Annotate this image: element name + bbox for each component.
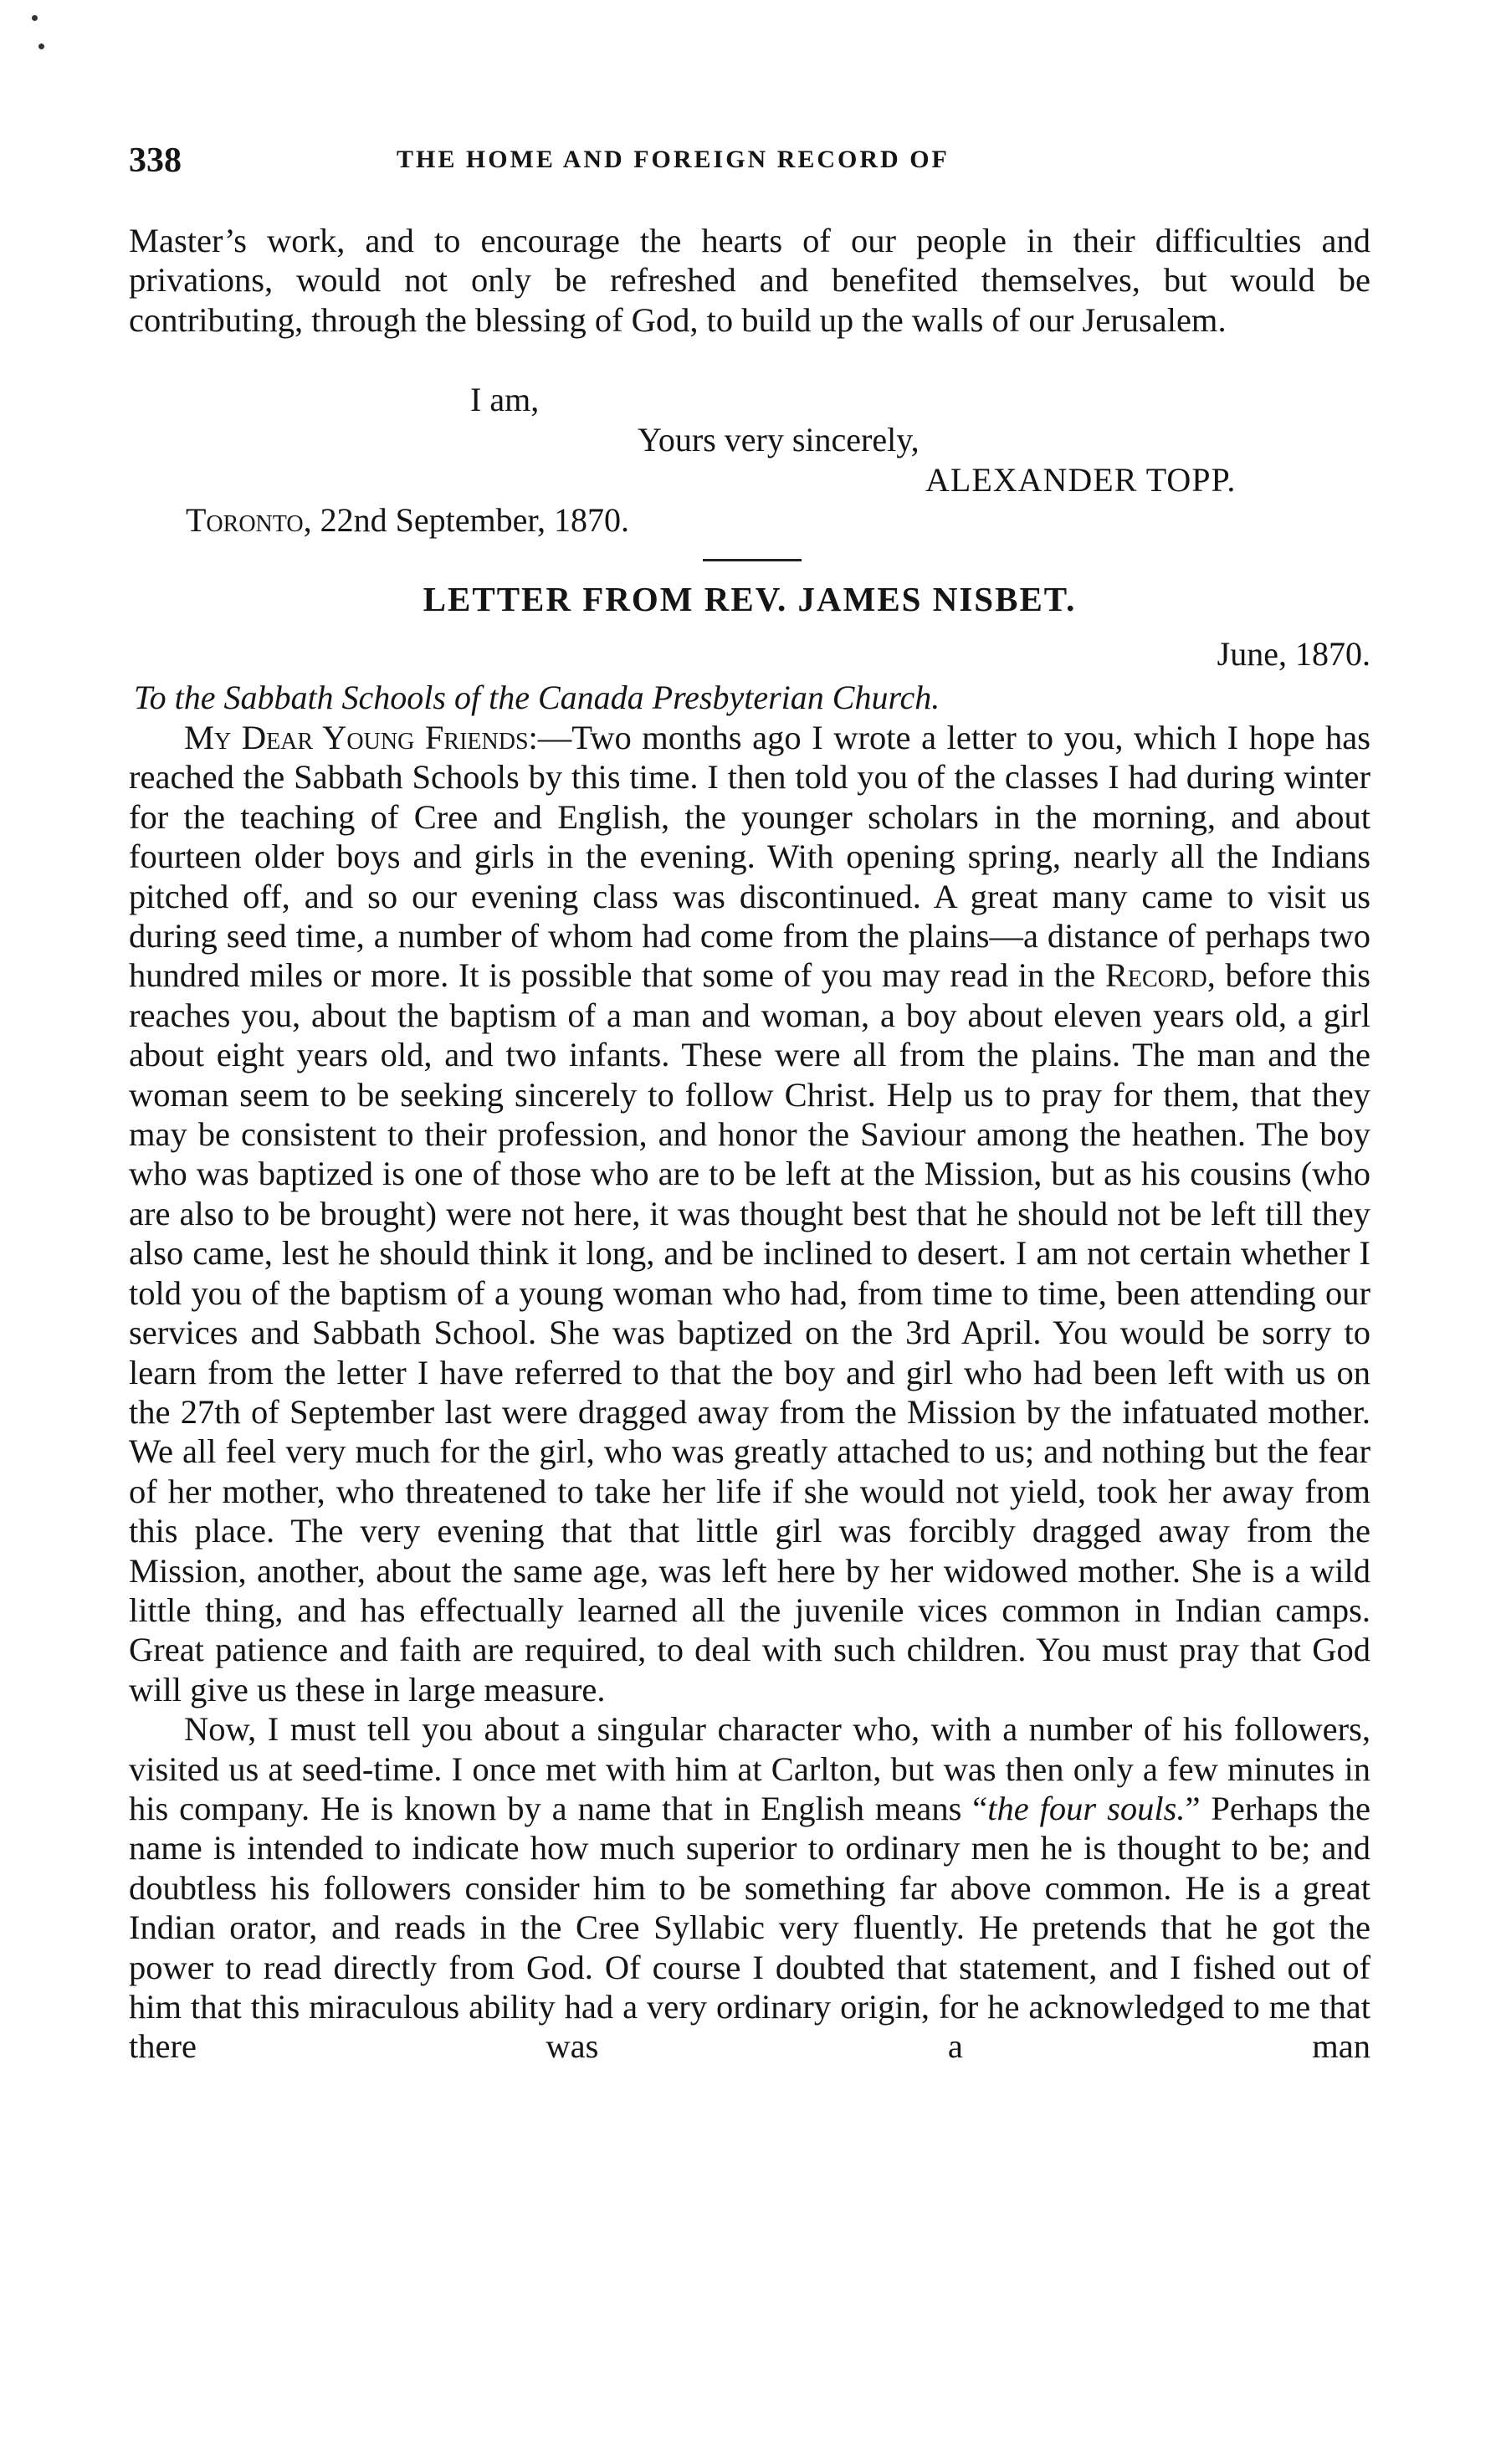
continuation-paragraph: Master’s work, and to encourage the hearts of our people in their difficulties and privations, would not only be refreshed and benefited themselves, but would be contributing, through the blessing of God, to build up the walls of our Jerusalem.: [129, 222, 1370, 339]
greeting: My Dear Young Friends:: [184, 719, 538, 756]
article-date: June, 1870.: [1217, 635, 1370, 673]
letter-date: , 22nd September, 1870.: [303, 501, 630, 539]
article-heading: LETTER FROM REV. JAMES NISBET.: [423, 580, 1077, 618]
continuation-block: [129, 221, 1370, 340]
paragraph-text: —Two months ago I wrote a letter to you, which I hope has reached the Sabbath Schools by this time. I then told you of the classes I had during winter for the teaching of Cree and English, the younger scholars in the morning, and about fourteen older boys and girls in the evening. With opening spring, nearly all the Indians pitched off, and so our evening class was discontinued. A great many came to visit us during seed time, a number of whom had come from the plains—a distance of perhaps two hundred miles or more. It is possible that some of you may read in the: [129, 719, 1370, 995]
closing-line: I am,: [470, 381, 540, 418]
paragraph-text: ” Perhaps the name is intended to indicate how much superior to ordinary men he is thought to be; and doubtless his followers consider him to be something far above common. He is a great Indian orator, and reads in the Cree Syllabic very fluently. He pretends that he got the power to read directly from God. Of course I doubted that statement, and I fished out of him that this miraculous ability had a very ordinary origin, for he acknowledged to me that there was a man: [129, 1789, 1370, 2066]
place-name: Toronto: [186, 501, 304, 539]
letter-body: [129, 718, 1370, 2067]
place-date-line: [186, 500, 629, 540]
page-number: 338: [129, 141, 182, 180]
letter-paragraph-2: [129, 1709, 1370, 2067]
journal-title: THE HOME AND FOREIGN RECORD OF: [397, 146, 950, 173]
signature: ALEXANDER TOPP.: [925, 461, 1237, 499]
section-divider: [703, 559, 802, 561]
paragraph-text: Now, I must tell you about a singular character who, with a number of his followers, visited us at seed-time. I once met with him at Carlton, but was then only a few minutes in his company. He is known by a name that in English means “: [129, 1710, 1370, 1827]
stray-mark: [38, 44, 44, 49]
paragraph-text: , before this reaches you, about the baptism of a man and woman, a boy about eleven years old, a girl about eight years old, and two infants. These were all from the plains. The man and the woman seem to be seeking sincerely to follow Christ. Help us to pray for them, that they may be consistent to their profession, and honor the Saviour among the heathen. The boy who was baptized is one of those who are to be left at the Mission, but as his cousins (who are also to be brought) were not here, it was thought best that he should not be left till they also came, lest he should think it long, and be inclined to desert. I am not certain whether I told you of the baptism of a young woman who had, from time to time, been attending our services and Sabbath School. She was baptized on the 3rd April. You would be sorry to learn from the letter I have referred to that the boy and girl who had been left with us on the 27th of September last were dragged away from the Mission by the infatuated mother. We all feel very much for the girl, who was greatly attached to us; and nothing but the fear of her mother, who threatened to take her life if she would not yield, took her away from this place. The very evening that that little girl was forcibly dragged away from the Mission, another, about the same age, was left here by her widowed mother. She is a wild little thing, and has effectually learned all the juvenile vices common in Indian camps. Great patience and faith are required, to deal with such children. You must pray that God will give us these in large measure.: [129, 956, 1370, 1708]
salutation: To the Sabbath Schools of the Canada Presbyterian Church.: [134, 679, 940, 716]
running-head: [129, 141, 1300, 191]
letter-paragraph-1: [129, 718, 1370, 1709]
record-word: Record: [1104, 956, 1207, 995]
four-souls-phrase: the four souls.: [987, 1789, 1186, 1827]
closing-valediction: Yours very sincerely,: [638, 421, 920, 458]
stray-mark: [32, 15, 38, 21]
